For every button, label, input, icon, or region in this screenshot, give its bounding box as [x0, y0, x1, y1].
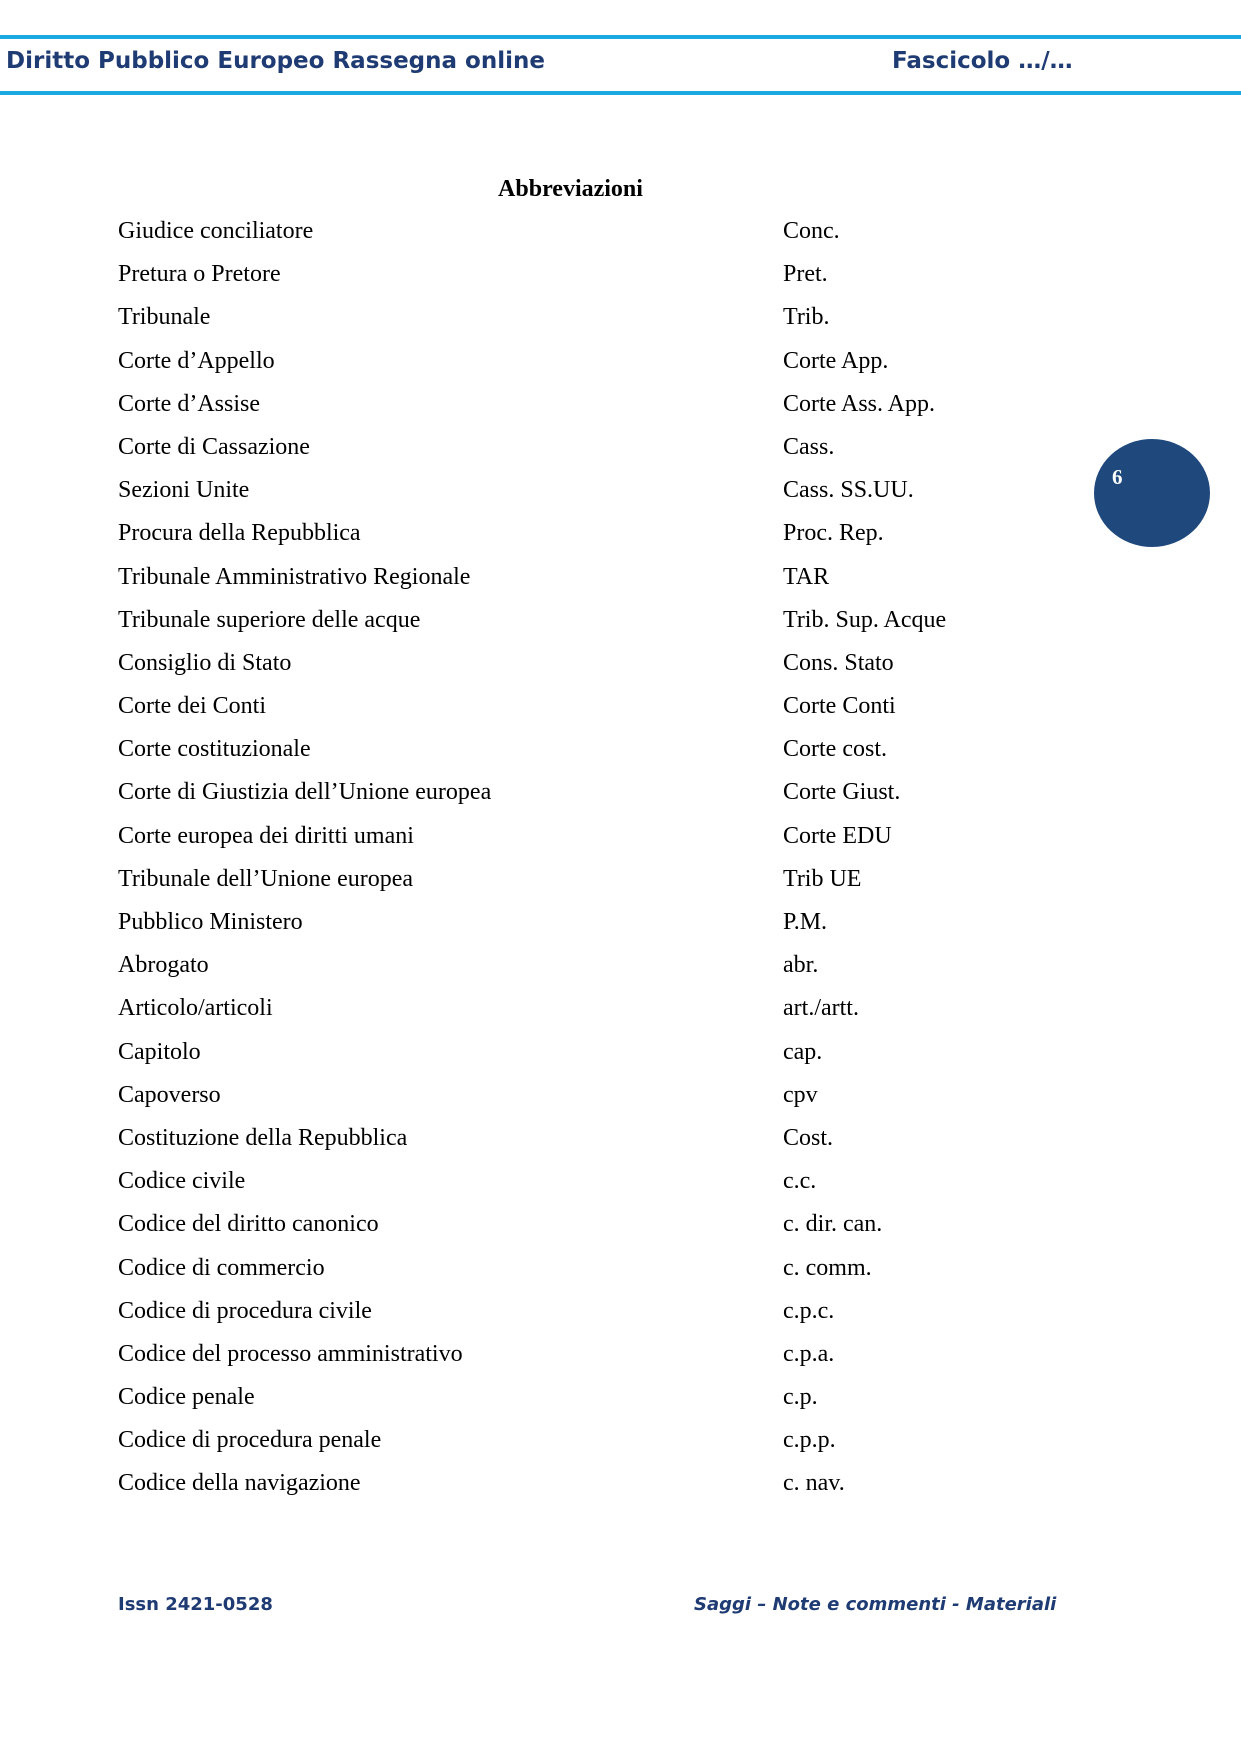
list-item — [118, 603, 1018, 646]
abbreviation-short-form: art./artt. — [783, 995, 859, 1022]
list-item — [118, 1035, 1018, 1078]
abbreviation-short-form: Conc. — [783, 218, 840, 244]
abbreviation-term: Corte d’Assise — [118, 390, 260, 417]
list-item — [118, 1078, 1018, 1121]
list-item — [118, 1251, 1018, 1294]
list-item — [118, 819, 1018, 862]
abbreviation-short-form: Corte EDU — [783, 822, 892, 849]
list-item — [118, 948, 1018, 991]
abbreviation-term: Capoverso — [118, 1081, 221, 1108]
header-bottom-rule — [0, 91, 1241, 95]
list-item — [118, 1337, 1018, 1380]
abbreviation-term: Codice di commercio — [118, 1254, 325, 1281]
abbreviation-term: Codice del diritto canonico — [118, 1211, 379, 1238]
abbreviation-short-form: Corte App. — [783, 347, 889, 374]
list-item — [118, 732, 1018, 775]
list-item — [118, 1121, 1018, 1164]
abbreviation-short-form: Trib. Sup. Acque — [783, 606, 947, 633]
abbreviation-short-form: Proc. Rep. — [783, 520, 884, 547]
list-item — [118, 775, 1018, 818]
list-item — [118, 387, 1018, 430]
abbreviation-term: Tribunale — [118, 304, 211, 331]
abbreviation-term: Consiglio di Stato — [118, 649, 292, 676]
abbreviation-short-form: Trib. — [783, 304, 830, 331]
abbreviation-short-form: TAR — [783, 563, 830, 590]
abbreviation-term: Corte di Cassazione — [118, 433, 310, 460]
abbreviation-short-form: cpv — [783, 1081, 818, 1108]
abbreviation-term: Corte costituzionale — [118, 736, 311, 763]
abbreviation-short-form: Pret. — [783, 261, 828, 288]
abbreviation-term: Codice penale — [118, 1384, 255, 1411]
list-item — [118, 516, 1018, 559]
page-number: 6 — [1112, 465, 1123, 489]
list-item — [118, 646, 1018, 689]
abbreviation-term: Giudice conciliatore — [118, 218, 314, 244]
list-item — [118, 214, 1018, 257]
footer-issn: Issn 2421-0528 — [118, 1594, 273, 1615]
abbreviation-term: Codice civile — [118, 1168, 246, 1195]
abbreviation-term: Articolo/articoli — [118, 995, 273, 1022]
list-item — [118, 344, 1018, 387]
abbreviation-short-form: c.p. — [783, 1384, 818, 1411]
list-item — [118, 1466, 1018, 1509]
abbreviation-short-form: Corte cost. — [783, 736, 887, 763]
list-item — [118, 1164, 1018, 1207]
abbreviation-short-form: c. dir. can. — [783, 1211, 883, 1238]
list-item — [118, 991, 1018, 1034]
abbreviation-short-form: c.p.a. — [783, 1340, 835, 1367]
abbreviation-term: Tribunale superiore delle acque — [118, 606, 421, 633]
abbreviation-short-form: c.p.p. — [783, 1427, 836, 1454]
abbreviation-term: Codice della navigazione — [118, 1470, 361, 1497]
abbreviation-term: Corte di Giustizia dell’Unione europea — [118, 779, 492, 806]
abbreviation-term: Procura della Repubblica — [118, 520, 361, 547]
abbreviation-short-form: Cass. SS.UU. — [783, 477, 914, 504]
abbreviation-term: Corte d’Appello — [118, 347, 275, 374]
journal-title: Diritto Pubblico Europeo Rassegna online — [6, 48, 545, 74]
abbreviation-term: Codice di procedura civile — [118, 1297, 372, 1324]
abbreviation-short-form: Cost. — [783, 1124, 834, 1151]
abbreviation-short-form: Cons. Stato — [783, 649, 894, 676]
list-item — [118, 1380, 1018, 1423]
list-item — [118, 689, 1018, 732]
footer-section: Saggi – Note e commenti - Materiali — [694, 1594, 1057, 1615]
abbreviation-term: Capitolo — [118, 1038, 201, 1065]
abbreviation-term: Abrogato — [118, 952, 209, 979]
abbreviation-short-form: c. nav. — [783, 1470, 845, 1497]
list-item — [118, 473, 1018, 516]
abbreviation-short-form: Corte Ass. App. — [783, 390, 936, 417]
abbreviation-short-form: cap. — [783, 1038, 823, 1065]
page-title: Abbreviazioni — [498, 176, 643, 202]
abbreviation-short-form: c.c. — [783, 1168, 817, 1195]
abbreviation-short-form: Trib UE — [783, 865, 862, 892]
list-item — [118, 560, 1018, 603]
abbreviation-term: Tribunale dell’Unione europea — [118, 865, 414, 892]
abbreviation-short-form: P.M. — [783, 909, 828, 935]
abbreviation-term: Pretura o Pretore — [118, 261, 281, 288]
abbreviation-term: Corte dei Conti — [118, 693, 266, 720]
abbreviation-term: Costituzione della Repubblica — [118, 1124, 408, 1151]
abbreviation-term: Pubblico Ministero — [118, 909, 303, 935]
list-item — [118, 300, 1018, 343]
list-item — [118, 862, 1018, 905]
page-number-badge — [1094, 439, 1210, 547]
abbreviation-term: Codice del processo amministrativo — [118, 1340, 463, 1367]
abbreviation-short-form: Corte Conti — [783, 693, 896, 720]
abbreviation-term: Corte europea dei diritti umani — [118, 822, 414, 849]
abbreviation-short-form: Cass. — [783, 433, 835, 460]
header-top-rule — [0, 35, 1241, 39]
abbreviation-short-form: c.p.c. — [783, 1297, 835, 1324]
abbreviation-short-form: Corte Giust. — [783, 779, 901, 806]
list-item — [118, 1207, 1018, 1250]
abbreviation-term: Sezioni Unite — [118, 477, 250, 504]
abbreviation-short-form: abr. — [783, 952, 819, 979]
abbreviation-short-form: c. comm. — [783, 1254, 872, 1281]
list-item — [118, 1423, 1018, 1466]
abbreviation-list — [118, 214, 1018, 1510]
list-item — [118, 430, 1018, 473]
list-item — [118, 1294, 1018, 1337]
list-item — [118, 257, 1018, 300]
issue-label: Fascicolo …/… — [892, 48, 1073, 74]
list-item — [118, 905, 1018, 948]
abbreviation-term: Tribunale Amministrativo Regionale — [118, 563, 471, 590]
abbreviation-term: Codice di procedura penale — [118, 1427, 382, 1454]
